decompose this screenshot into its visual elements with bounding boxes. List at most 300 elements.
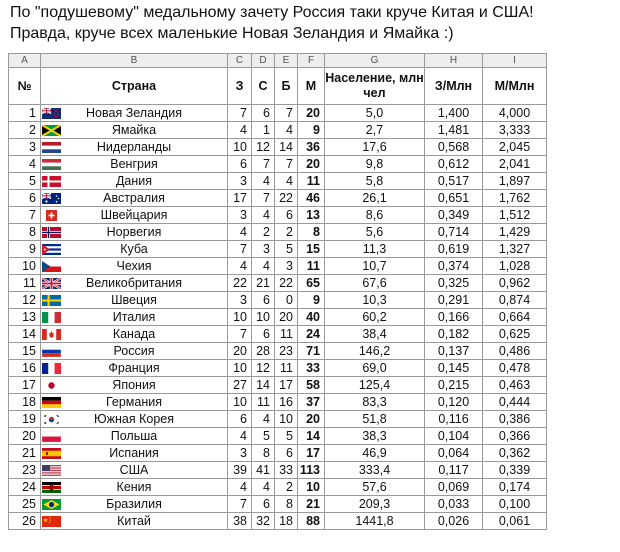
cell-medals-per-mln[interactable] [483, 173, 547, 190]
cell-num[interactable] [9, 428, 41, 445]
cell-bronze[interactable] [275, 224, 298, 241]
cell-silver[interactable] [252, 173, 275, 190]
cell-population-text: 125,4 [358, 378, 391, 392]
cell-bronze[interactable] [275, 173, 298, 190]
cell-bronze[interactable] [275, 156, 298, 173]
cell-population-text: 46,9 [362, 446, 387, 460]
column-letter[interactable]: H [425, 54, 483, 68]
cell-gold-per-mln[interactable] [425, 513, 483, 530]
cell-medals-per-mln[interactable] [483, 326, 547, 343]
cell-gold[interactable] [228, 309, 252, 326]
header-country[interactable]: Страна [41, 68, 228, 105]
cell-total[interactable] [298, 241, 325, 258]
cell-bronze[interactable] [275, 105, 298, 122]
cell-medals-per-mln[interactable] [483, 139, 547, 156]
cell-total[interactable] [298, 326, 325, 343]
cell-total[interactable] [298, 428, 325, 445]
column-letter[interactable]: D [252, 54, 275, 68]
header-bronze[interactable]: Б [275, 68, 298, 105]
cell-silver[interactable] [252, 445, 275, 462]
cell-silver[interactable] [252, 105, 275, 122]
cell-population[interactable] [325, 326, 425, 343]
cell-population-text: 11,3 [362, 242, 387, 256]
cell-total[interactable] [298, 105, 325, 122]
cell-population[interactable] [325, 105, 425, 122]
cell-population[interactable] [325, 275, 425, 292]
cell-num[interactable] [9, 377, 41, 394]
cell-country[interactable] [41, 122, 228, 139]
cell-total[interactable] [298, 207, 325, 224]
cell-medals-per-mln[interactable] [483, 428, 547, 445]
cell-num[interactable] [9, 394, 41, 411]
cell-total[interactable] [298, 394, 325, 411]
cell-silver[interactable] [252, 139, 275, 156]
cell-gold[interactable] [228, 496, 252, 513]
cell-silver[interactable] [252, 462, 275, 479]
cell-country[interactable] [41, 292, 228, 309]
cell-population[interactable] [325, 377, 425, 394]
cell-medals-per-mln[interactable] [483, 190, 547, 207]
cell-medals-per-mln[interactable] [483, 224, 547, 241]
cell-population[interactable] [325, 428, 425, 445]
cell-population[interactable] [325, 190, 425, 207]
cell-medals-per-mln[interactable] [483, 513, 547, 530]
cell-gold-per-mln[interactable] [425, 258, 483, 275]
cell-silver[interactable] [252, 360, 275, 377]
cell-bronze[interactable] [275, 258, 298, 275]
column-letter[interactable]: E [275, 54, 298, 68]
cell-gold[interactable] [228, 394, 252, 411]
japan-flag-icon [42, 380, 61, 391]
cell-num[interactable] [9, 411, 41, 428]
cell-bronze[interactable] [275, 309, 298, 326]
cell-population-text: 60,2 [362, 310, 387, 324]
cell-num-text: 20 [22, 429, 36, 443]
cell-gold[interactable] [228, 479, 252, 496]
cell-gold-per-mln[interactable] [425, 445, 483, 462]
cell-total[interactable] [298, 343, 325, 360]
cell-population-text: 38,3 [362, 429, 387, 443]
cell-bronze[interactable] [275, 479, 298, 496]
cell-country[interactable] [41, 479, 228, 496]
cell-num[interactable] [9, 122, 41, 139]
cell-total[interactable] [298, 445, 325, 462]
cell-bronze[interactable] [275, 207, 298, 224]
cell-bronze[interactable] [275, 462, 298, 479]
cell-bronze[interactable] [275, 190, 298, 207]
cell-bronze-text: 4 [286, 174, 293, 188]
table-row [9, 241, 547, 258]
cell-bronze[interactable] [275, 496, 298, 513]
cell-gold-per-mln-text: 0,137 [437, 344, 470, 358]
cell-total[interactable] [298, 292, 325, 309]
header-silver[interactable]: С [252, 68, 275, 105]
cell-silver[interactable] [252, 156, 275, 173]
cell-gold[interactable] [228, 224, 252, 241]
cell-country[interactable] [41, 411, 228, 428]
cell-gold-per-mln[interactable] [425, 411, 483, 428]
cell-gold-per-mln[interactable] [425, 428, 483, 445]
cell-country[interactable] [41, 326, 228, 343]
cell-bronze-text: 6 [286, 208, 293, 222]
cell-gold-per-mln[interactable] [425, 309, 483, 326]
cell-total[interactable] [298, 360, 325, 377]
cell-gold-per-mln[interactable] [425, 343, 483, 360]
cell-silver[interactable] [252, 258, 275, 275]
cell-gold-per-mln[interactable] [425, 207, 483, 224]
cell-num-text: 8 [29, 225, 36, 239]
cell-bronze[interactable] [275, 275, 298, 292]
cell-medals-per-mln[interactable] [483, 462, 547, 479]
cell-gold[interactable] [228, 462, 252, 479]
cell-medals-per-mln-text: 0,664 [498, 310, 531, 324]
cell-country[interactable] [41, 377, 228, 394]
cell-population[interactable] [325, 394, 425, 411]
cell-num[interactable] [9, 190, 41, 207]
cell-medals-per-mln[interactable] [483, 156, 547, 173]
cell-gold-per-mln[interactable] [425, 326, 483, 343]
cell-bronze-text: 10 [279, 412, 293, 426]
cell-gold[interactable] [228, 139, 252, 156]
cell-population-text: 5,8 [365, 174, 384, 188]
cell-country[interactable] [41, 428, 228, 445]
cell-bronze[interactable] [275, 513, 298, 530]
cell-gold[interactable] [228, 275, 252, 292]
cell-country[interactable] [41, 360, 228, 377]
cell-country[interactable] [41, 105, 228, 122]
cell-gold-per-mln[interactable] [425, 122, 483, 139]
cell-country[interactable] [41, 462, 228, 479]
cell-gold-per-mln[interactable] [425, 224, 483, 241]
cell-silver[interactable] [252, 428, 275, 445]
cell-medals-per-mln-text: 1,429 [498, 225, 531, 239]
cell-bronze[interactable] [275, 241, 298, 258]
cell-population[interactable] [325, 292, 425, 309]
cell-gold[interactable] [228, 343, 252, 360]
cell-medals-per-mln[interactable] [483, 394, 547, 411]
cell-silver-text: 4 [263, 174, 270, 188]
cell-gold-text: 3 [240, 174, 247, 188]
cell-medals-per-mln[interactable] [483, 309, 547, 326]
cell-total[interactable] [298, 173, 325, 190]
cell-num[interactable] [9, 207, 41, 224]
cell-total[interactable] [298, 190, 325, 207]
cell-population[interactable] [325, 224, 425, 241]
cell-total-text: 14 [306, 429, 320, 443]
cell-medals-per-mln[interactable] [483, 122, 547, 139]
cell-num[interactable] [9, 105, 41, 122]
cell-num[interactable] [9, 326, 41, 343]
cell-population[interactable] [325, 360, 425, 377]
cell-total[interactable] [298, 411, 325, 428]
cell-num-text: 3 [29, 140, 36, 154]
cell-gold[interactable] [228, 292, 252, 309]
cell-silver-text: 7 [263, 157, 270, 171]
cell-population[interactable] [325, 156, 425, 173]
cell-population[interactable] [325, 496, 425, 513]
cell-num[interactable] [9, 496, 41, 513]
cell-bronze[interactable] [275, 122, 298, 139]
cell-gold-per-mln[interactable] [425, 479, 483, 496]
cell-gold[interactable] [228, 105, 252, 122]
cell-silver[interactable] [252, 275, 275, 292]
cell-bronze[interactable] [275, 343, 298, 360]
cell-gold[interactable] [228, 445, 252, 462]
cell-bronze[interactable] [275, 360, 298, 377]
cell-population[interactable] [325, 513, 425, 530]
cell-gold[interactable] [228, 513, 252, 530]
cell-gold-text: 38 [233, 514, 247, 528]
cell-silver-text: 11 [257, 395, 270, 409]
australia-flag-icon [42, 193, 61, 204]
header-population[interactable]: Население, млн чел [325, 68, 425, 105]
cell-num[interactable] [9, 139, 41, 156]
cell-num[interactable] [9, 224, 41, 241]
column-letter[interactable]: F [298, 54, 325, 68]
cell-country[interactable] [41, 190, 228, 207]
cell-gold-per-mln[interactable] [425, 173, 483, 190]
column-letter[interactable]: G [325, 54, 425, 68]
cell-population[interactable] [325, 139, 425, 156]
cell-silver[interactable] [252, 377, 275, 394]
column-letter[interactable]: C [228, 54, 252, 68]
cell-total[interactable] [298, 513, 325, 530]
cell-total-text: 36 [306, 140, 320, 154]
cell-gold[interactable] [228, 207, 252, 224]
cell-gold-text: 4 [240, 480, 247, 494]
cell-num-text: 24 [22, 480, 36, 494]
cell-num[interactable] [9, 513, 41, 530]
cell-num[interactable] [9, 156, 41, 173]
cell-num[interactable] [9, 360, 41, 377]
cell-gold-per-mln[interactable] [425, 156, 483, 173]
cell-total[interactable] [298, 224, 325, 241]
cell-gold-per-mln-text: 0,104 [437, 429, 470, 443]
cell-gold-per-mln[interactable] [425, 241, 483, 258]
cell-country-text: Китай [117, 514, 151, 528]
column-letter[interactable]: A [9, 54, 41, 68]
cell-num[interactable] [9, 309, 41, 326]
cell-total[interactable] [298, 479, 325, 496]
cell-population[interactable] [325, 479, 425, 496]
cell-population[interactable] [325, 258, 425, 275]
cell-country-text: Чехия [116, 259, 152, 273]
cell-country[interactable] [41, 309, 228, 326]
cell-country[interactable] [41, 224, 228, 241]
cell-total[interactable] [298, 377, 325, 394]
cell-country[interactable] [41, 445, 228, 462]
cell-country[interactable] [41, 394, 228, 411]
cell-gold-per-mln[interactable] [425, 292, 483, 309]
cell-medals-per-mln[interactable] [483, 258, 547, 275]
cell-bronze[interactable] [275, 326, 298, 343]
cell-medals-per-mln[interactable] [483, 292, 547, 309]
cell-medals-per-mln-text: 0,625 [498, 327, 531, 341]
cell-country-text: Швейцария [100, 208, 168, 222]
cell-gold-per-mln-text: 0,120 [437, 395, 470, 409]
cell-silver[interactable] [252, 513, 275, 530]
cell-gold[interactable] [228, 241, 252, 258]
column-letter[interactable]: I [483, 54, 547, 68]
cell-population[interactable] [325, 207, 425, 224]
cell-gold-per-mln-text: 0,182 [437, 327, 470, 341]
cell-medals-per-mln[interactable] [483, 275, 547, 292]
cell-country[interactable] [41, 156, 228, 173]
cell-total[interactable] [298, 275, 325, 292]
cell-bronze[interactable] [275, 377, 298, 394]
cell-medals-per-mln[interactable] [483, 360, 547, 377]
cell-country-text: Россия [113, 344, 155, 358]
cell-total-text: 21 [306, 497, 320, 511]
cell-medals-per-mln[interactable] [483, 377, 547, 394]
cell-silver[interactable] [252, 309, 275, 326]
cell-medals-per-mln-text: 0,362 [498, 446, 531, 460]
cell-gold[interactable] [228, 258, 252, 275]
cell-silver[interactable] [252, 224, 275, 241]
cell-num[interactable] [9, 173, 41, 190]
cell-population[interactable] [325, 445, 425, 462]
cell-total[interactable] [298, 462, 325, 479]
cell-silver[interactable] [252, 411, 275, 428]
cell-population[interactable] [325, 241, 425, 258]
cell-num[interactable] [9, 445, 41, 462]
cell-bronze[interactable] [275, 445, 298, 462]
cell-medals-per-mln[interactable] [483, 445, 547, 462]
cell-total[interactable] [298, 139, 325, 156]
cell-population[interactable] [325, 173, 425, 190]
cell-silver[interactable] [252, 479, 275, 496]
cell-total[interactable] [298, 122, 325, 139]
cell-country-text: Испания [109, 446, 159, 460]
cell-medals-per-mln[interactable] [483, 207, 547, 224]
cell-country[interactable] [41, 139, 228, 156]
cell-num[interactable] [9, 275, 41, 292]
cell-bronze[interactable] [275, 428, 298, 445]
cell-population[interactable] [325, 122, 425, 139]
cell-total-text: 13 [306, 208, 320, 222]
cell-gold[interactable] [228, 122, 252, 139]
cell-num[interactable] [9, 462, 41, 479]
cell-total[interactable] [298, 258, 325, 275]
cell-gold[interactable] [228, 360, 252, 377]
cell-silver[interactable] [252, 207, 275, 224]
cell-gold[interactable] [228, 190, 252, 207]
cell-population[interactable] [325, 343, 425, 360]
cell-country[interactable] [41, 513, 228, 530]
cell-num[interactable] [9, 292, 41, 309]
cell-gold-per-mln[interactable] [425, 496, 483, 513]
cell-bronze-text: 4 [286, 123, 293, 137]
cell-total[interactable] [298, 309, 325, 326]
cell-medals-per-mln[interactable] [483, 105, 547, 122]
column-letter[interactable]: B [41, 54, 228, 68]
header-medals-per-mln[interactable]: М/Млн [483, 68, 547, 105]
table-row [9, 343, 547, 360]
cell-medals-per-mln[interactable] [483, 343, 547, 360]
cell-medals-per-mln-text: 3,333 [498, 123, 531, 137]
cell-bronze[interactable] [275, 139, 298, 156]
cell-country[interactable] [41, 275, 228, 292]
cell-silver-text: 32 [256, 514, 270, 528]
header-gold[interactable]: З [228, 68, 252, 105]
cell-total[interactable] [298, 156, 325, 173]
cell-country[interactable] [41, 258, 228, 275]
cell-silver[interactable] [252, 292, 275, 309]
cell-population-text: 333,4 [358, 463, 391, 477]
cell-num[interactable] [9, 479, 41, 496]
cell-country[interactable] [41, 241, 228, 258]
cell-gold-per-mln[interactable] [425, 462, 483, 479]
cell-gold[interactable] [228, 326, 252, 343]
cell-gold[interactable] [228, 428, 252, 445]
cell-silver[interactable] [252, 394, 275, 411]
header-num[interactable]: № [9, 68, 41, 105]
cell-country[interactable] [41, 343, 228, 360]
cell-silver[interactable] [252, 343, 275, 360]
cell-silver-text: 7 [263, 191, 270, 205]
cell-gold[interactable] [228, 156, 252, 173]
cell-population[interactable] [325, 411, 425, 428]
cell-country-text: Бразилия [106, 497, 162, 511]
cell-gold-per-mln[interactable] [425, 139, 483, 156]
cell-gold-per-mln[interactable] [425, 105, 483, 122]
cell-gold[interactable] [228, 173, 252, 190]
cell-bronze[interactable] [275, 292, 298, 309]
cell-gold[interactable] [228, 377, 252, 394]
table-row [9, 173, 547, 190]
cell-gold-text: 27 [233, 378, 247, 392]
cell-population[interactable] [325, 462, 425, 479]
cell-medals-per-mln[interactable] [483, 496, 547, 513]
cell-country[interactable] [41, 173, 228, 190]
cell-silver[interactable] [252, 241, 275, 258]
cell-silver[interactable] [252, 326, 275, 343]
cell-bronze[interactable] [275, 411, 298, 428]
table-row [9, 496, 547, 513]
cell-medals-per-mln[interactable] [483, 411, 547, 428]
cell-population[interactable] [325, 309, 425, 326]
cell-gold[interactable] [228, 411, 252, 428]
cell-total[interactable] [298, 496, 325, 513]
cell-num[interactable] [9, 241, 41, 258]
cell-country[interactable] [41, 496, 228, 513]
cell-num[interactable] [9, 343, 41, 360]
cell-total-text: 24 [306, 327, 320, 341]
cell-num-text: 12 [22, 293, 36, 307]
poland-flag-icon [42, 431, 61, 442]
cell-num[interactable] [9, 258, 41, 275]
cell-gold-per-mln[interactable] [425, 190, 483, 207]
cell-country[interactable] [41, 207, 228, 224]
cell-bronze-text: 7 [286, 106, 293, 120]
cell-bronze-text: 33 [279, 463, 293, 477]
cell-silver[interactable] [252, 122, 275, 139]
cell-gold-per-mln[interactable] [425, 394, 483, 411]
cell-country-text: Нидерланды [96, 140, 172, 154]
table-row [9, 462, 547, 479]
cell-num-text: 15 [22, 344, 36, 358]
cell-medals-per-mln[interactable] [483, 241, 547, 258]
cell-gold-per-mln[interactable] [425, 377, 483, 394]
cell-gold-per-mln[interactable] [425, 360, 483, 377]
cell-bronze[interactable] [275, 394, 298, 411]
cell-medals-per-mln[interactable] [483, 479, 547, 496]
cell-silver[interactable] [252, 496, 275, 513]
cell-silver[interactable] [252, 190, 275, 207]
header-total[interactable]: М [298, 68, 325, 105]
cell-gold-per-mln[interactable] [425, 275, 483, 292]
header-gold-per-mln[interactable]: З/Млн [425, 68, 483, 105]
